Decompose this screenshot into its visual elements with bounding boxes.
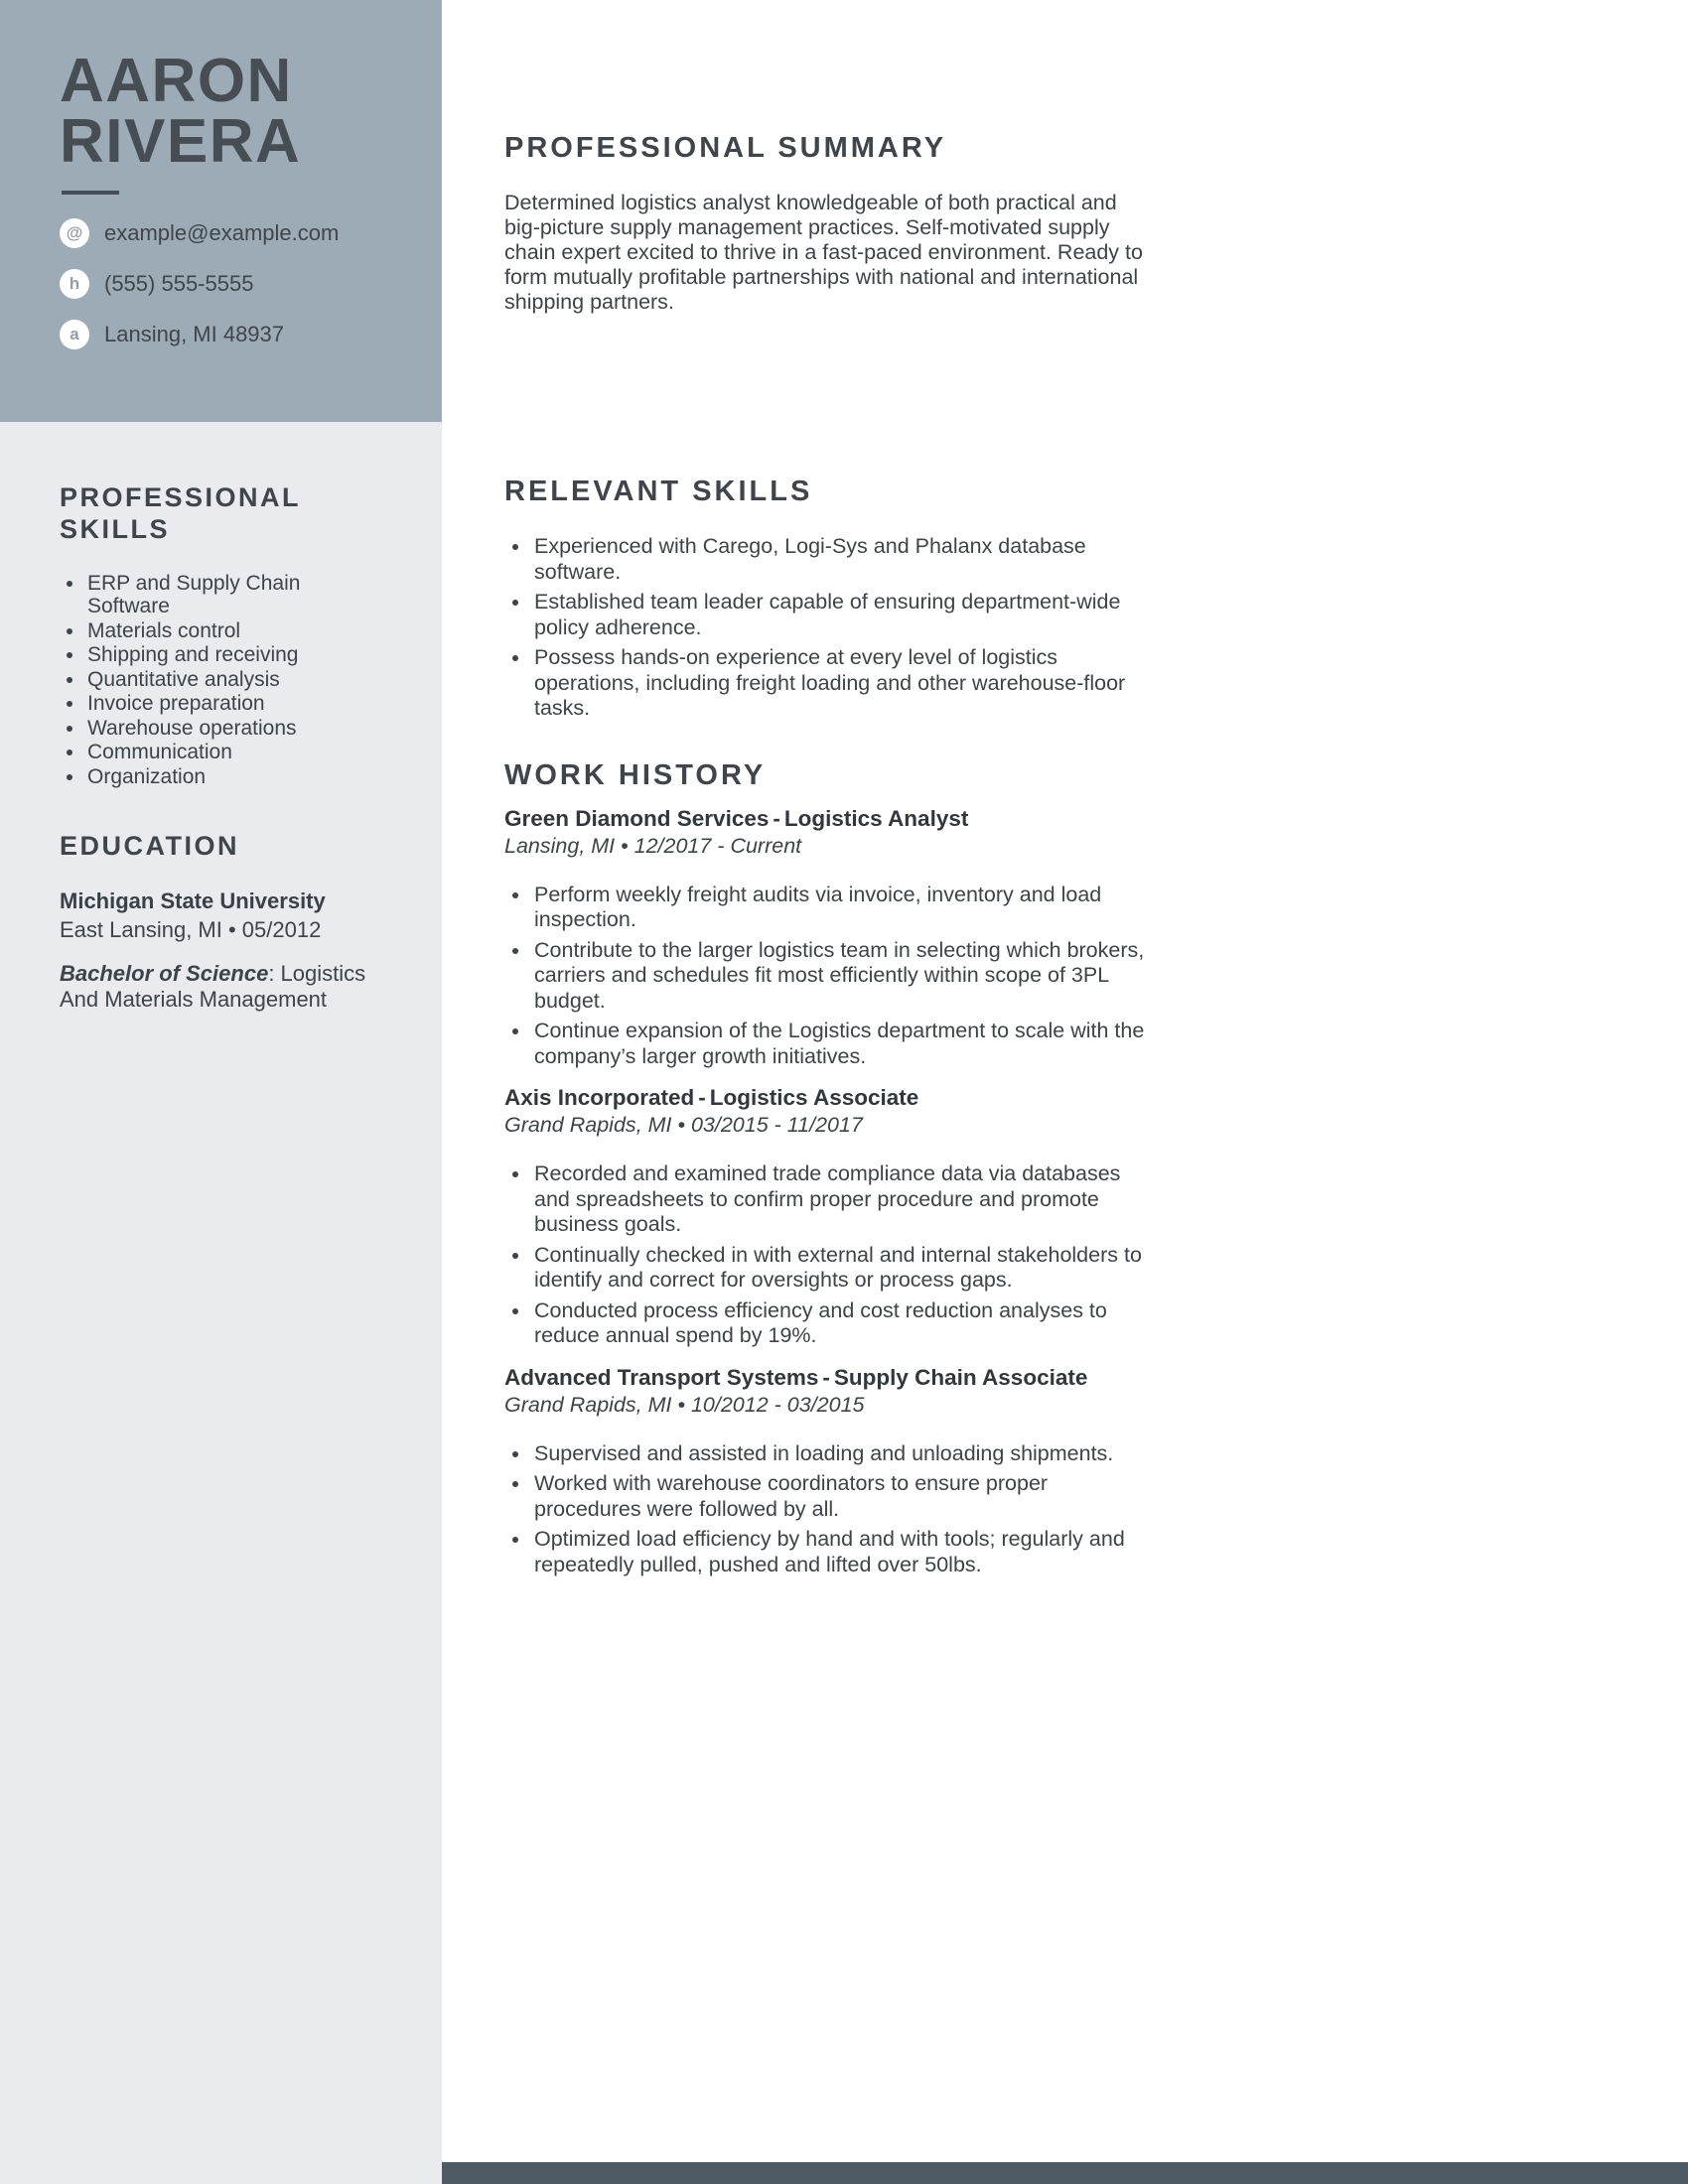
work-history-section xyxy=(504,759,1688,1578)
sidebar-body xyxy=(0,422,442,1013)
job-bullet: Supervised and assisted in loading and unloading shipments. xyxy=(504,1441,1152,1467)
skill-item: Organization xyxy=(60,765,326,789)
education-section xyxy=(60,830,408,1012)
job-location-dates: Lansing, MI • 12/2017 - Current xyxy=(504,833,802,858)
job-headline xyxy=(504,1085,1688,1111)
job-bullet: Worked with warehouse coordinators to ensure proper procedures were followed by all. xyxy=(504,1471,1152,1522)
job-bullet: Optimized load efficiency by hand and with tools; regularly and repeatedly pulled, pushed and lifted over 50lbs. xyxy=(504,1527,1152,1577)
main-column xyxy=(442,0,1688,2184)
professional-skills-section xyxy=(60,481,408,788)
job-location-dates: Grand Rapids, MI • 10/2012 - 03/2015 xyxy=(504,1392,865,1417)
relevant-skills-section xyxy=(504,476,1688,722)
job-bullet: Continually checked in with external and internal stakeholders to identify and correct for oversights or process gaps. xyxy=(504,1243,1152,1294)
contact-location-text: Lansing, MI 48937 xyxy=(104,321,285,346)
job-bullet-list xyxy=(504,1441,1152,1578)
job-title: Logistics Associate xyxy=(709,1085,919,1110)
skill-item: Shipping and receiving xyxy=(60,643,326,667)
job-headline xyxy=(504,806,1688,832)
job-company: Axis Incorporated xyxy=(504,1085,695,1110)
job-headline xyxy=(504,1365,1688,1391)
skill-item: Quantitative analysis xyxy=(60,668,326,692)
professional-skills-list xyxy=(60,572,408,789)
degree-name: Bachelor of Science xyxy=(60,960,269,986)
job-entry xyxy=(504,1365,1688,1578)
job-title: Supply Chain Associate xyxy=(833,1364,1088,1390)
relevant-skills-list xyxy=(504,534,1152,722)
relevant-skill-item: Experienced with Carego, Logi-Sys and Phalanx database software. xyxy=(504,534,1152,585)
degree-detail: : Logistics And Materials Management xyxy=(60,960,366,1012)
summary-section xyxy=(504,132,1688,315)
job-bullet: Perform weekly freight audits via invoice, inventory and load inspection. xyxy=(504,883,1152,933)
last-name: RIVERA xyxy=(60,106,302,176)
relevant-skills-heading: RELEVANT SKILLS xyxy=(504,476,813,507)
job-separator: - xyxy=(773,805,780,831)
contact-location-row xyxy=(60,320,406,349)
relevant-skill-item: Possess hands-on experience at every level of logistics operations, including freight loading and other warehouse-floor tasks. xyxy=(504,645,1152,722)
job-bullet: Conducted process efficiency and cost reduction analyses to reduce annual spend by 19%. xyxy=(504,1298,1152,1349)
job-title: Logistics Analyst xyxy=(783,805,969,831)
job-bullet-list xyxy=(504,883,1152,1070)
contact-phone-text: (555) 555-5555 xyxy=(104,270,254,296)
identity-header xyxy=(0,0,442,422)
summary-heading: PROFESSIONAL SUMMARY xyxy=(504,132,947,164)
education-location-date: East Lansing, MI • 05/2012 xyxy=(60,916,322,942)
job-entry xyxy=(504,806,1688,1070)
skill-item: Communication xyxy=(60,741,326,764)
relevant-skill-item: Established team leader capable of ensuring department-wide policy adherence. xyxy=(504,590,1152,640)
first-name: AARON xyxy=(60,47,293,115)
location-icon: a xyxy=(60,320,89,349)
job-bullet-list xyxy=(504,1161,1152,1349)
email-icon: @ xyxy=(60,218,89,248)
job-bullet: Recorded and examined trade compliance data via databases and spreadsheets to confirm proper procedure and promote business goals. xyxy=(504,1161,1152,1238)
name-underline-rule xyxy=(62,191,119,195)
job-company: Advanced Transport Systems xyxy=(504,1364,819,1390)
left-sidebar xyxy=(0,0,442,2184)
phone-icon: h xyxy=(60,269,89,299)
job-bullet: Contribute to the larger logistics team in selecting which brokers, carriers and schedules fit most efficiently within scope of 3PL budget. xyxy=(504,938,1152,1015)
job-bullet: Continue expansion of the Logistics department to scale with the company’s larger growth initiatives. xyxy=(504,1019,1152,1069)
contact-phone-row xyxy=(60,269,406,299)
footer-bar xyxy=(442,2162,1688,2184)
education-heading: EDUCATION xyxy=(60,831,239,862)
person-name xyxy=(60,47,406,176)
professional-skills-heading: PROFESSIONAL SKILLS xyxy=(60,482,301,545)
job-company: Green Diamond Services xyxy=(504,805,770,831)
job-entry xyxy=(504,1085,1688,1349)
summary-text: Determined logistics analyst knowledgeable of both practical and big-picture supply management practices. Self-motivated supply chain expert excited to thrive in a fast-paced environment. Ready to form mutually profitable partnerships with national and international shipping partners. xyxy=(504,191,1143,314)
contact-email-text: example@example.com xyxy=(104,219,340,245)
job-separator: - xyxy=(698,1085,706,1110)
job-location-dates: Grand Rapids, MI • 03/2015 - 11/2017 xyxy=(504,1113,863,1137)
work-history-heading: WORK HISTORY xyxy=(504,758,767,791)
skill-item: Invoice preparation xyxy=(60,692,326,716)
job-separator: - xyxy=(822,1364,830,1390)
education-degree xyxy=(60,961,387,1013)
education-school: Michigan State University xyxy=(60,887,326,913)
contact-email-row xyxy=(60,218,406,248)
skill-item: Warehouse operations xyxy=(60,717,326,741)
skill-item: Materials control xyxy=(60,619,326,643)
skill-item: ERP and Supply Chain Software xyxy=(60,572,326,618)
